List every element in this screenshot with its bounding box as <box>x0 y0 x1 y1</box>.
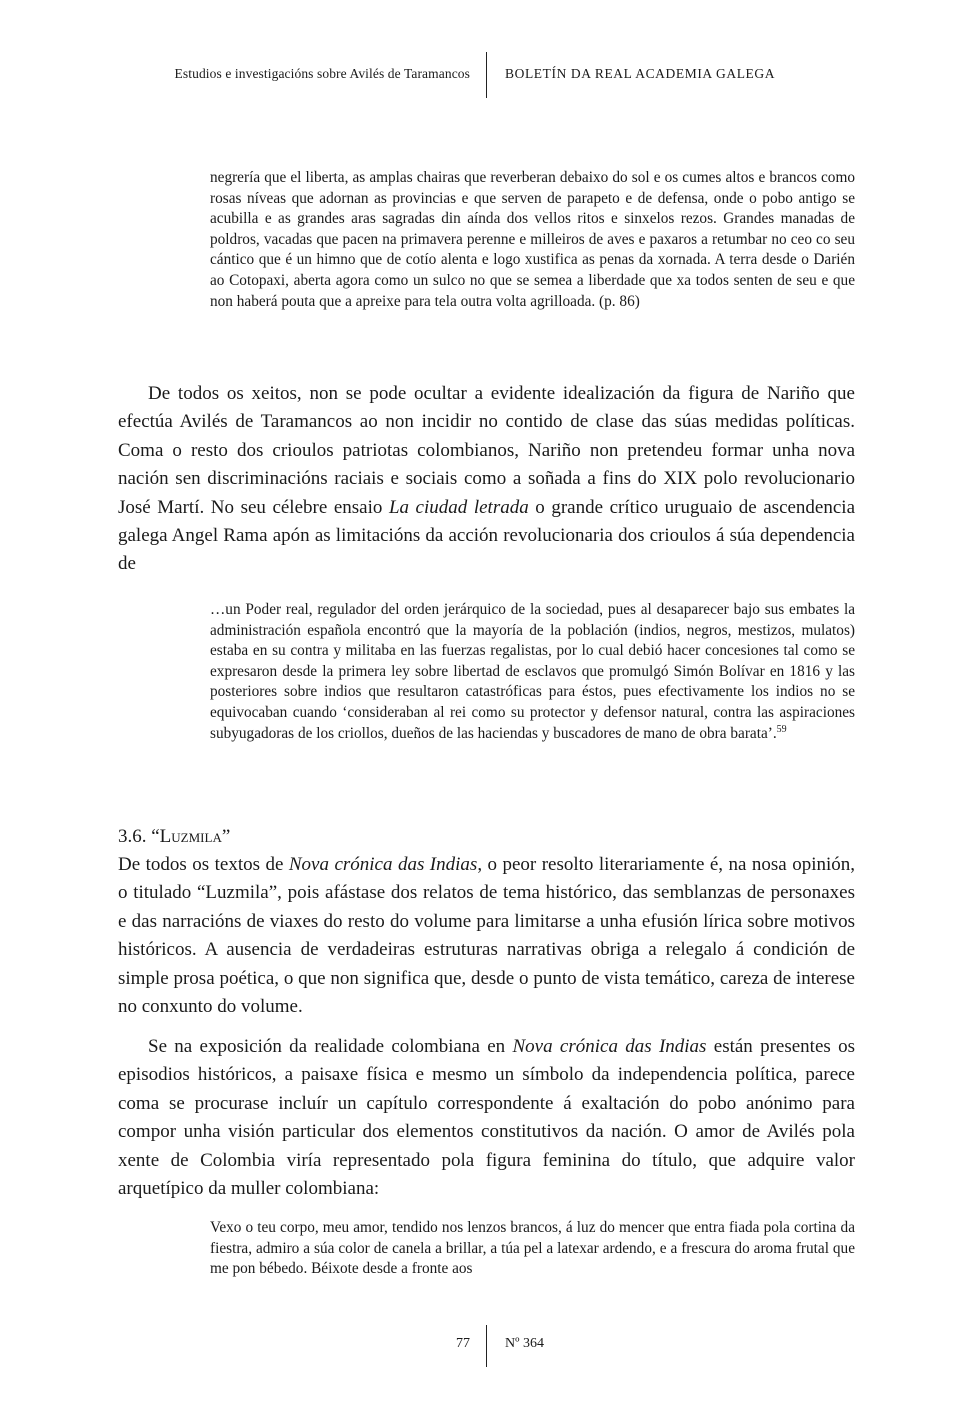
block-quote-3-text: Vexo o teu corpo, meu amor, tendido nos lenzos brancos, á luz do mencer que entra fiada pola cortina da fiestra, admiro a súa color de canela a brillar, a túa pel a latexar ardendo, e a frescura do aroma frutal que me pon bébedo. Béixote desde a fronte aos <box>210 1219 855 1278</box>
block-quote-2 <box>210 600 855 744</box>
header-divider <box>486 52 487 98</box>
block-quote-2-text: …un Poder real, regulador del orden jerárquico de la sociedad, pues al desaparecer bajo sus embates la administración española encontró que la mayoría de la población (indios, negros, mestizos, mulatos) estaba en su contra y militaba en las fuerzas regalistas, por lo cual debió hacer concesiones tal como se expresaron desde la primera ley sobre libertad de esclavos que promulgó Simón Bolívar en 1816 y las posteriores sobre indios que resultaron catastróficas para éstos, pues efectivamente los indios no se equivocaban cuando ‘consideraban al rei como su protector y defensor natural, contra las aspiraciones subyugadoras de los criollos, dueños de las haciendas y buscadores de mano de obra barata’. <box>210 601 855 742</box>
paragraph-1-text-a: De todos os xeitos, non se pode ocultar a evidente idealización da figura de Nariño que efectúa Avilés de Taramancos ao non incidir no contido de clase das súas medidas políticas. Coma o resto dos crioulos patriotas colombianos, Nariño non pretendeu formar unha nova nación sen discriminacións raciais e sociais como a soñada a fins do XIX polo revolucionario José Martí. No seu célebre ensaio <box>118 383 855 518</box>
paragraph-2 <box>118 851 855 1021</box>
paragraph-3-text-b: están presentes os episodios históricos, a paisaxe física e mesmo un símbolo da independencia política, parece coma se procurase incluír un capítulo correspondente á exaltación do pobo anónimo para compor unha visión particular dos elementos constitutivos da nación. O amor de Avilés pola xente de Colombia viría representado pola figura feminina do título, que adquire valor arquetípico da muller colombiana: <box>118 1036 855 1200</box>
section-number: 3.6. <box>118 826 147 847</box>
page-number: 77 <box>456 1336 470 1351</box>
section-heading <box>118 823 230 851</box>
block-quote-3 <box>210 1218 855 1280</box>
paragraph-1-italic-title: La ciudad letrada <box>388 496 529 518</box>
paragraph-2-italic-title: Nova crónica das Indias <box>288 854 478 875</box>
issue-number: Nº 364 <box>505 1336 544 1351</box>
paragraph-3-italic-title: Nova crónica das Indias <box>512 1036 707 1057</box>
running-header-left: Estudios e investigacións sobre Avilés de Taramancos <box>174 66 470 81</box>
paragraph-2-text-b: , o peor resolto literariamente é, na nosa opinión, o titulado “Luzmila”, pois afástase dos relatos de tema histórico, das semblanzas de personaxes e das narracións de viaxes do resto do volume para limitarse a unha efusión lírica sobre motivos históricos. A ausencia de verdadeiras estruturas narrativas obriga a relegalo á condición de simple prosa poética, o que non significa que, desde o punto de vista temático, careza de interese no conxunto do volume. <box>118 854 855 1018</box>
section-title: “Luzmila” <box>151 826 231 847</box>
paragraph-3 <box>118 1033 855 1203</box>
paragraph-1 <box>118 380 855 579</box>
block-quote-1-text: negrería que el liberta, as amplas chairas que reverberan debaixo do sol e os cumes altos e brancos como rosas níveas que adornan as provincias e que serven de parapeto e de defensa, onde o pobo antigo se acubilla e as grandes aras sagradas din aínda dos vellos ritos e sinxelos rezos. Grandes manadas de poldros, vacadas que pacen na primavera perenne e milleiros de aves e paxaros a retumbar no ceo co seu cántico que é un himno que de cotío alenta e logo xustifica as penas da xornada. A terra desde o Darién ao Cotopaxi, aberta agora como un sulco no que se semea a liberdade que xa todos senten de seu e que non haberá pouta que a apreixe para tela outra volta agrilloada. (p. 86) <box>210 169 855 310</box>
footer-divider <box>486 1325 487 1367</box>
block-quote-1 <box>210 168 855 312</box>
paragraph-3-text-a: Se na exposición da realidade colombiana en <box>148 1036 513 1057</box>
paragraph-2-text-a: De todos os textos de <box>118 854 289 875</box>
running-header-right: BOLETÍN DA REAL ACADEMIA GALEGA <box>505 66 776 81</box>
footnote-marker: 59 <box>776 723 787 735</box>
paragraph-1-text-b: o grande crítico uruguaio de ascendencia galega Angel Rama apón as limitacións da acción revolucionaria dos crioulos á súa dependencia de <box>118 496 856 575</box>
